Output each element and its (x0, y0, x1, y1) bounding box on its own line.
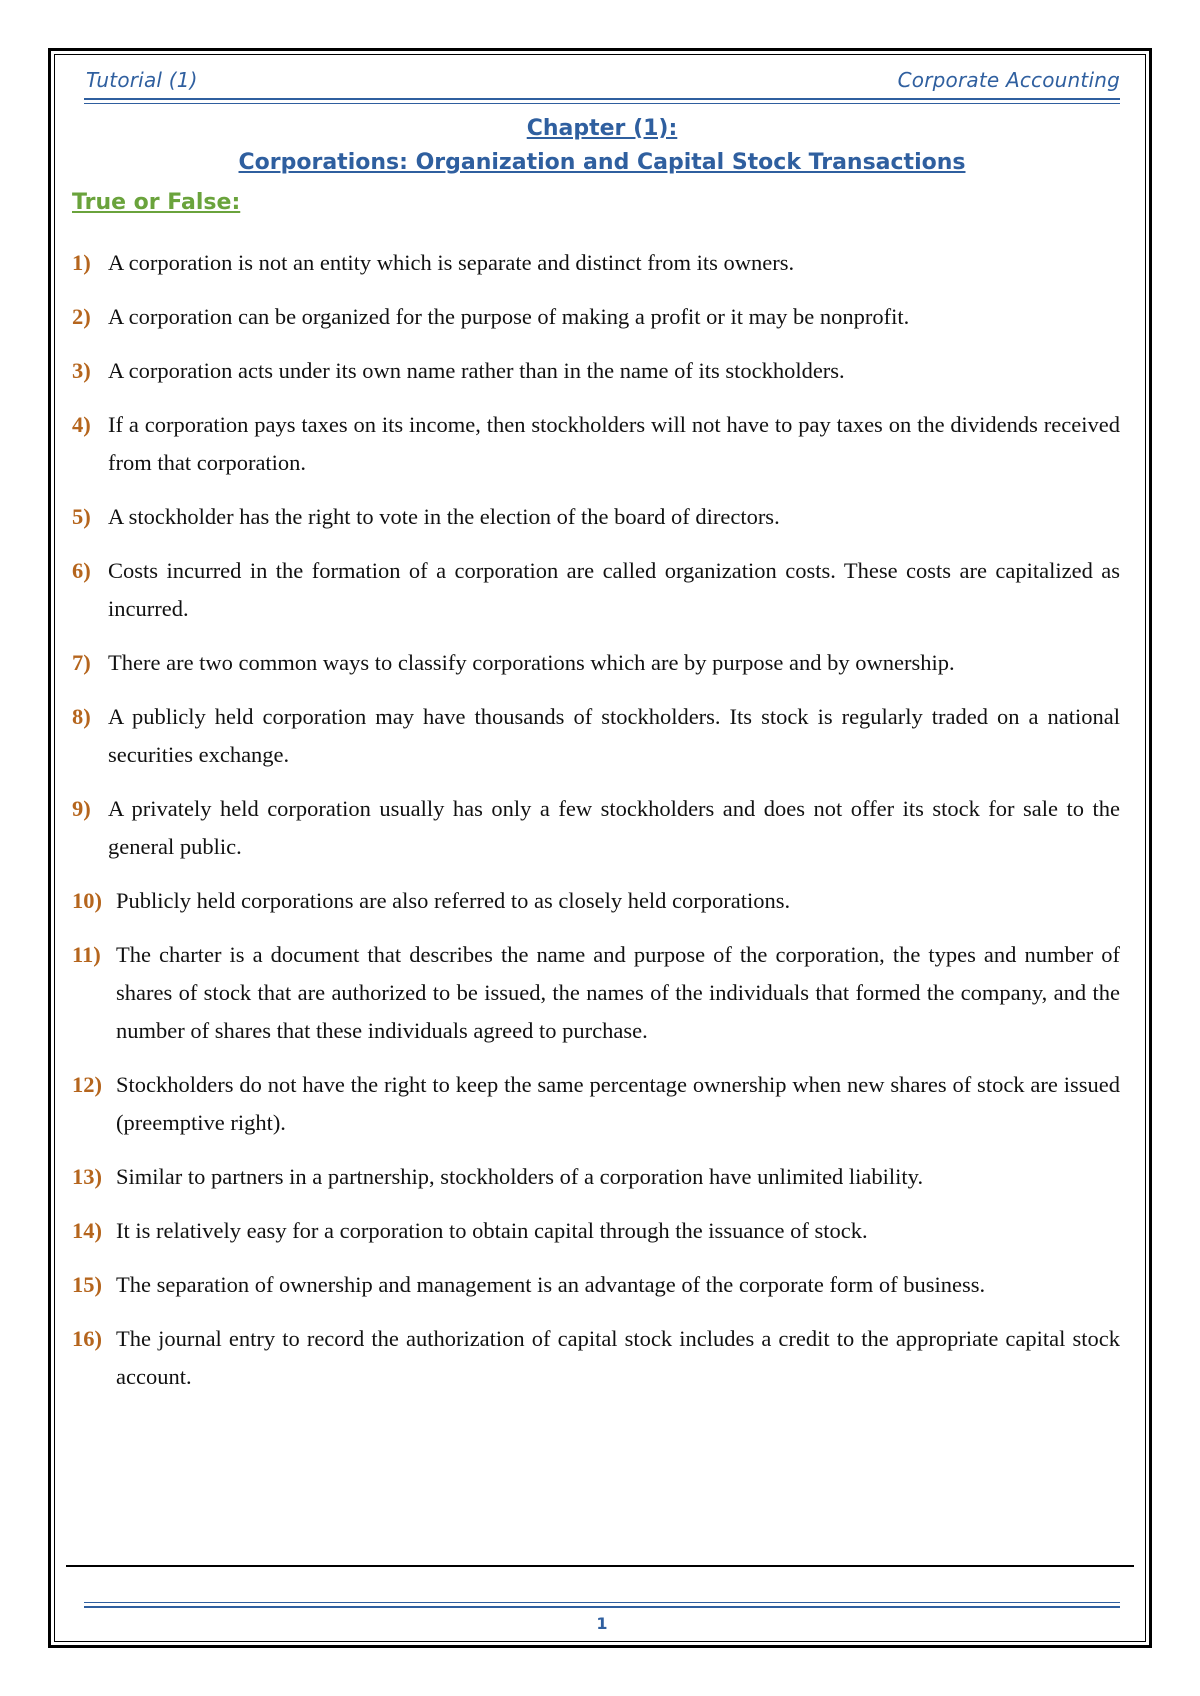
item-number: 7) (72, 650, 91, 675)
list-item (72, 1320, 1120, 1396)
item-text: Costs incurred in the formation of a corporation are called organization costs. These costs are capitalized as incurred. (108, 558, 1120, 621)
item-number: 12) (72, 1072, 102, 1097)
page-number: 1 (596, 1614, 608, 1633)
header-right-title: Corporate Accounting (897, 68, 1120, 92)
item-text: Similar to partners in a partnership, stockholders of a corporation have unlimited liability. (116, 1164, 924, 1189)
chapter-title (84, 116, 1120, 141)
question-list (72, 244, 1120, 1412)
footer-rule (84, 1606, 1120, 1608)
list-item (72, 352, 1120, 390)
item-number: 9) (72, 796, 91, 821)
item-text: A corporation acts under its own name rather than in the name of its stockholders. (108, 358, 845, 383)
header-rule-thin (84, 103, 1120, 104)
list-item (72, 1066, 1120, 1142)
item-number: 11) (72, 942, 101, 967)
item-text: Publicly held corporations are also referred to as closely held corporations. (116, 888, 791, 913)
item-text: A corporation can be organized for the purpose of making a profit or it may be nonprofit. (108, 304, 910, 329)
list-item (72, 406, 1120, 482)
item-number: 8) (72, 704, 91, 729)
list-item (72, 698, 1120, 774)
item-text: The separation of ownership and management is an advantage of the corporate form of business. (116, 1272, 986, 1297)
list-item (72, 498, 1120, 536)
list-item (72, 298, 1120, 336)
item-text: Stockholders do not have the right to keep the same percentage ownership when new shares of stock are issued (preemptive right). (116, 1072, 1120, 1135)
chapter-subtitle (84, 150, 1120, 175)
item-number: 5) (72, 504, 91, 529)
item-number: 3) (72, 358, 91, 383)
list-item (72, 1158, 1120, 1196)
item-number: 15) (72, 1272, 102, 1297)
footer-rule-thin (84, 1602, 1120, 1603)
chapter-title-text: Chapter (1): (526, 116, 678, 141)
chapter-subtitle-text: Corporations: Organization and Capital Stock Transactions (238, 150, 966, 175)
item-number: 6) (72, 558, 91, 583)
item-text: There are two common ways to classify corporations which are by purpose and by ownership. (108, 650, 955, 675)
header-rule (84, 98, 1120, 100)
item-number: 16) (72, 1326, 102, 1351)
list-item (72, 1266, 1120, 1304)
item-text: A publicly held corporation may have thousands of stockholders. Its stock is regularly traded on a national securities exchange. (108, 704, 1120, 767)
item-number: 14) (72, 1218, 102, 1243)
item-number: 1) (72, 250, 91, 275)
list-item (72, 244, 1120, 282)
list-item (72, 790, 1120, 866)
item-text: It is relatively easy for a corporation to obtain capital through the issuance of stock. (116, 1218, 868, 1243)
list-item (72, 936, 1120, 1050)
list-item (72, 644, 1120, 682)
item-text: If a corporation pays taxes on its income, then stockholders will not have to pay taxes on the dividends received from that corporation. (108, 412, 1120, 475)
item-text: A corporation is not an entity which is separate and distinct from its owners. (108, 250, 795, 275)
section-heading: True or False: (72, 190, 241, 215)
item-text: A privately held corporation usually has only a few stockholders and does not offer its stock for sale to the general public. (108, 796, 1120, 859)
footer-separator (66, 1565, 1134, 1567)
list-item (72, 1212, 1120, 1250)
item-text: The charter is a document that describes the name and purpose of the corporation, the types and number of shares of stock that are authorized to be issued, the names of the individuals that formed the company, and the number of shares that these individuals agreed to purchase. (116, 942, 1120, 1043)
item-text: The journal entry to record the authorization of capital stock includes a credit to the appropriate capital stock account. (116, 1326, 1120, 1389)
item-number: 2) (72, 304, 91, 329)
item-number: 13) (72, 1164, 102, 1189)
list-item (72, 552, 1120, 628)
header-left-title: Tutorial (1) (86, 68, 198, 92)
page-header (84, 66, 1120, 106)
item-number: 4) (72, 412, 91, 437)
item-number: 10) (72, 888, 102, 913)
list-item (72, 882, 1120, 920)
item-text: A stockholder has the right to vote in the election of the board of directors. (108, 504, 780, 529)
